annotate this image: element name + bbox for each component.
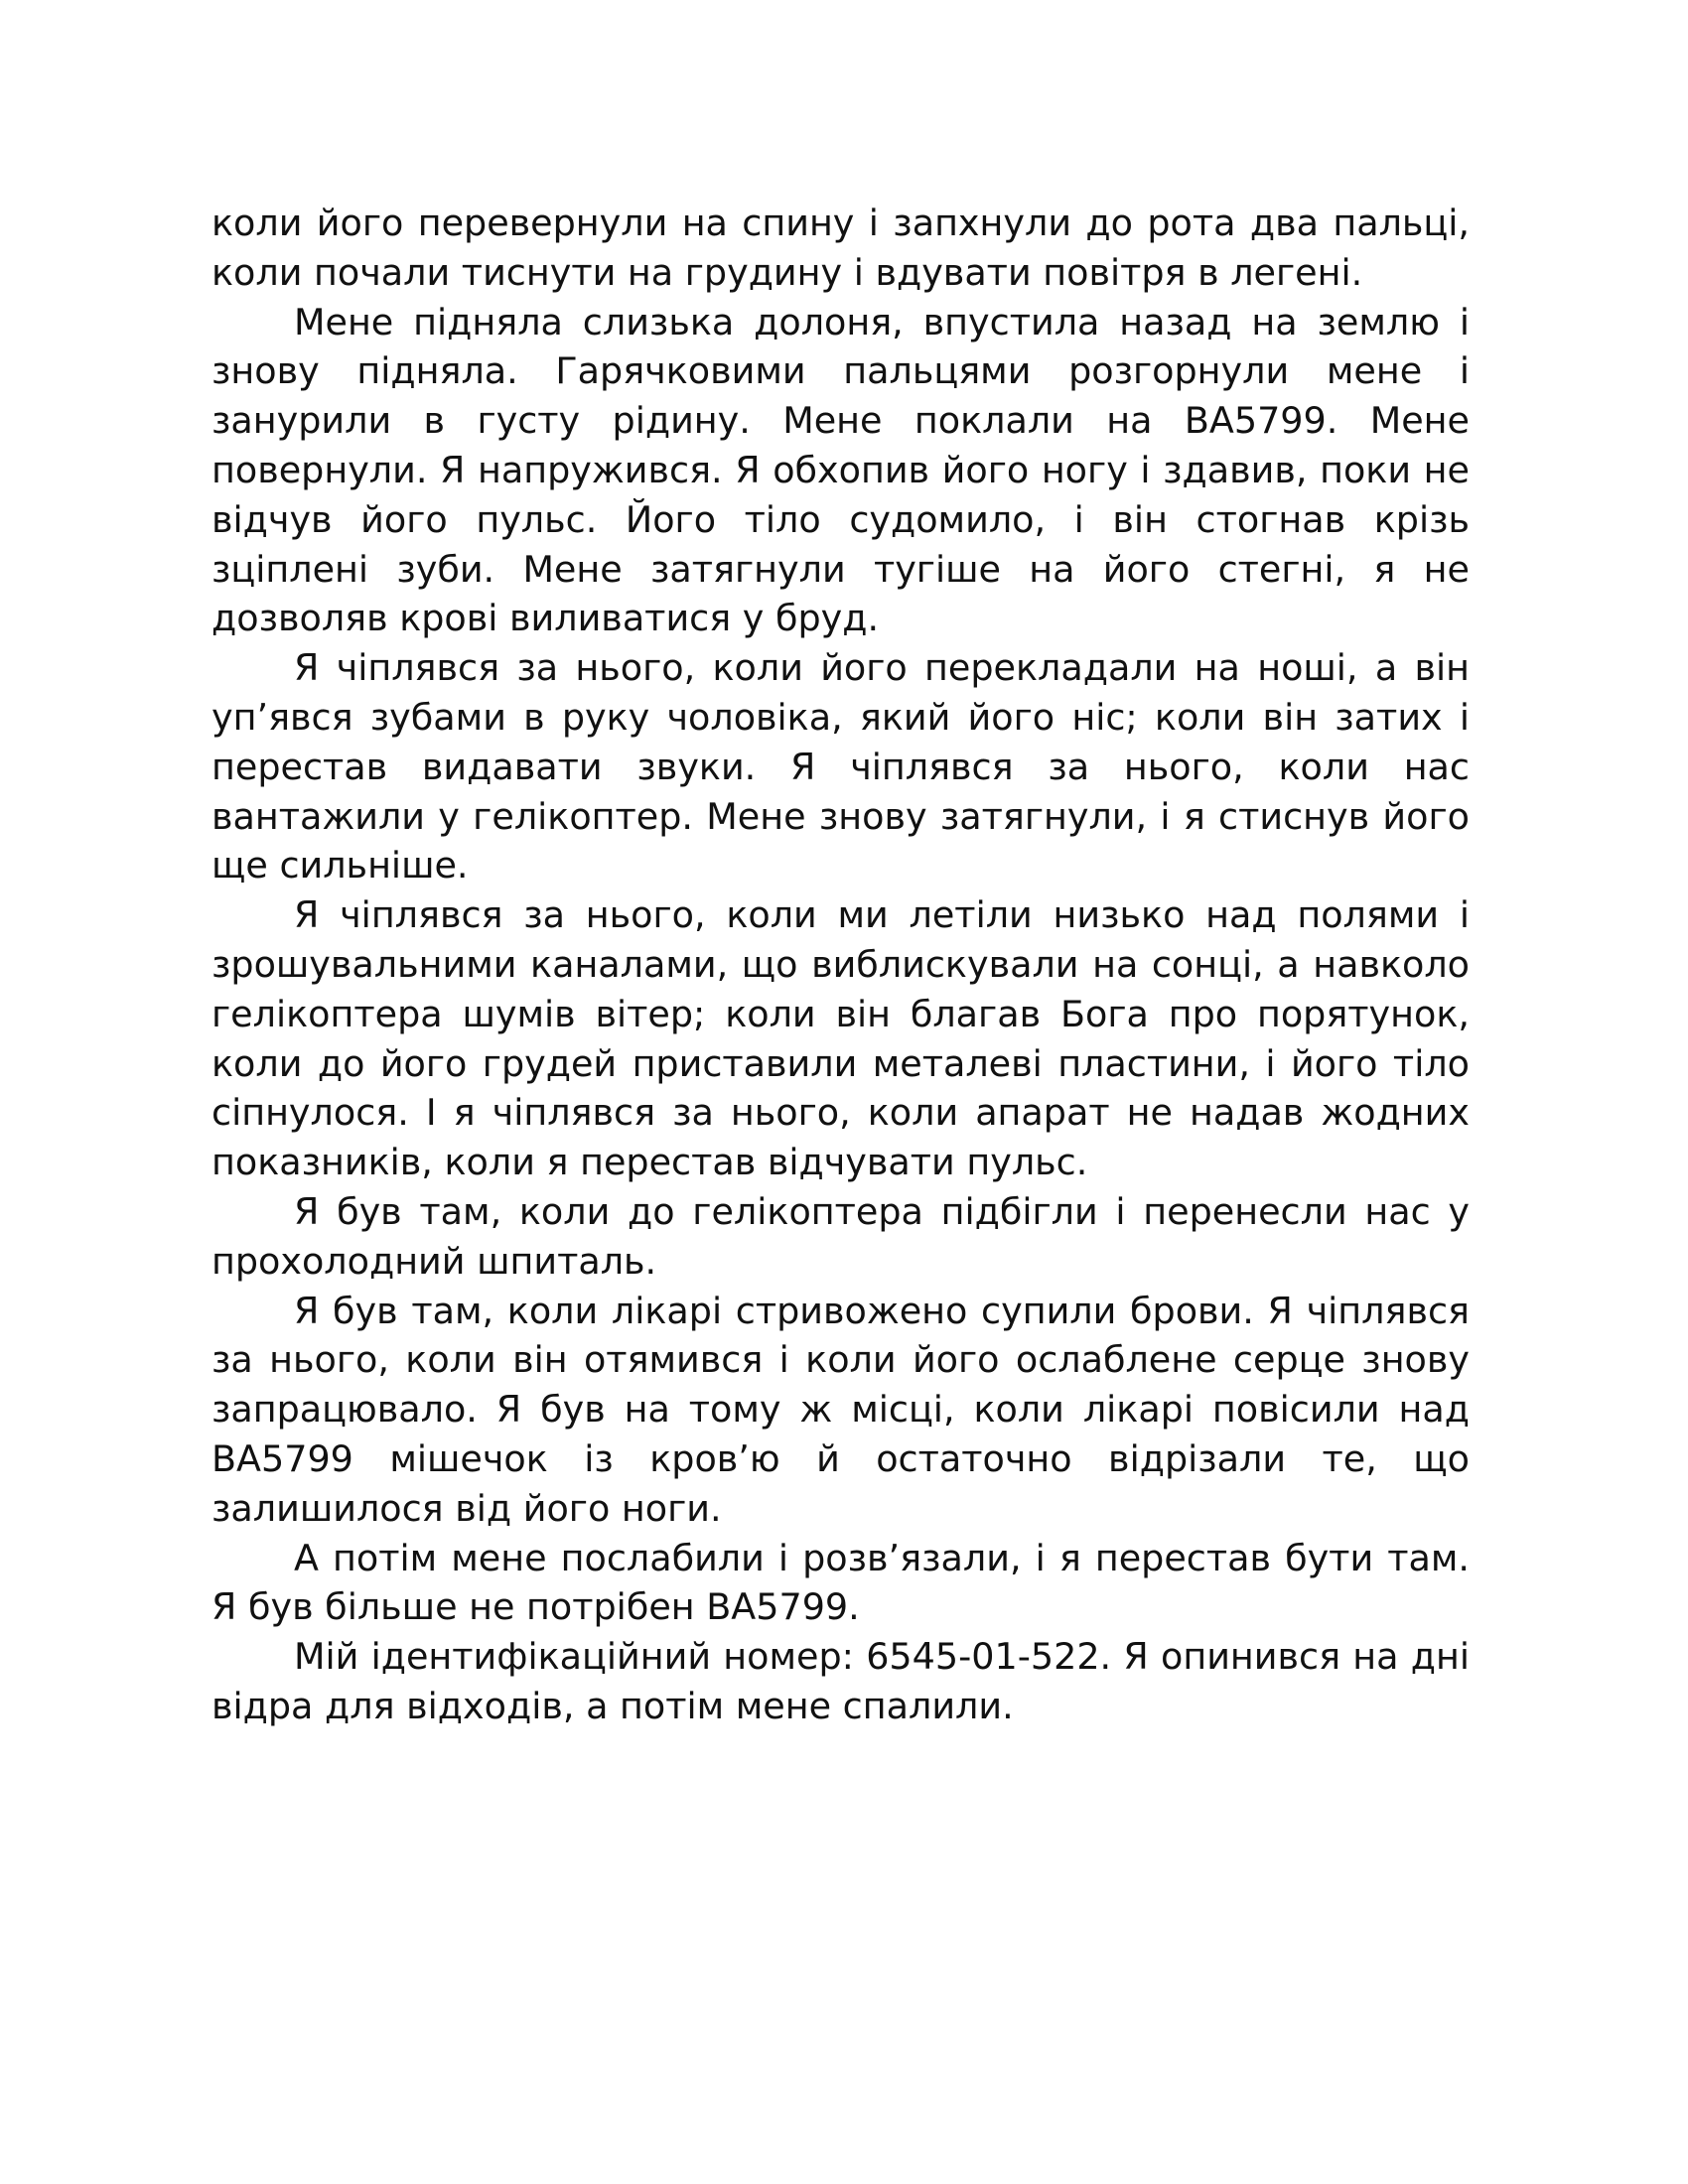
paragraph-3: Я чіплявся за нього, коли його перекладали на ноші, а він уп’явся зубами в руку чоловіка, який його ніс; коли він затих і перестав видавати звуки. Я чіплявся за нього, коли нас вантажили у гелікоптер. Мене знову затягнули, і я стиснув його ще сильніше. (211, 646, 1470, 887)
paragraph-7: А потім мене послабили і розв’язали, і я перестав бути там. Я був більше не потрібен BA5799. (211, 1536, 1470, 1629)
paragraph-4: Я чіплявся за нього, коли ми летіли низько над полями і зрошувальними каналами, що виблискували на сонці, а навколо гелікоптера шумів вітер; коли він благав Бога про порятунок, коли до його грудей приставили металеві пластини, і його тіло сіпнулося. І я чіплявся за нього, коли апарат не надав жодних показників, коли я перестав відчувати пульс. (211, 893, 1470, 1184)
paragraph-5: Я був там, коли до гелікоптера підбігли і перенесли нас у прохолодний шпиталь. (211, 1189, 1470, 1283)
document-page (211, 199, 1470, 1731)
paragraph-2: Мене підняла слизька долоня, впустила назад на землю і знову підняла. Гарячковими пальцями розгорнули мене і занурили в густу рідину. Мене поклали на BA5799. Мене повернули. Я напружився. Я обхопив його ногу і здавив, поки не відчув його пульс. Його тіло судомило, і він стогнав крізь зціплені зуби. Мене затягнули тугіше на його стегні, я не дозволяв крові виливатися у бруд. (211, 300, 1470, 640)
paragraph-6: Я був там, коли лікарі стривожено супили брови. Я чіплявся за нього, коли він отямився і коли його ослаблене серце знову запрацювало. Я був на тому ж місці, коли лікарі повісили над BA5799 мішечок із кров’ю й остаточно відрізали те, що залишилося від його ноги. (211, 1289, 1470, 1530)
paragraph-8: Мій ідентифікаційний номер: 6545-01-522. Я опинився на дні відра для відходів, а потім мене спалили. (211, 1635, 1470, 1727)
paragraph-1: коли його перевернули на спину і запхнули до рота два пальці, коли почали тиснути на грудину і вдувати повітря в легені. (211, 202, 1470, 294)
